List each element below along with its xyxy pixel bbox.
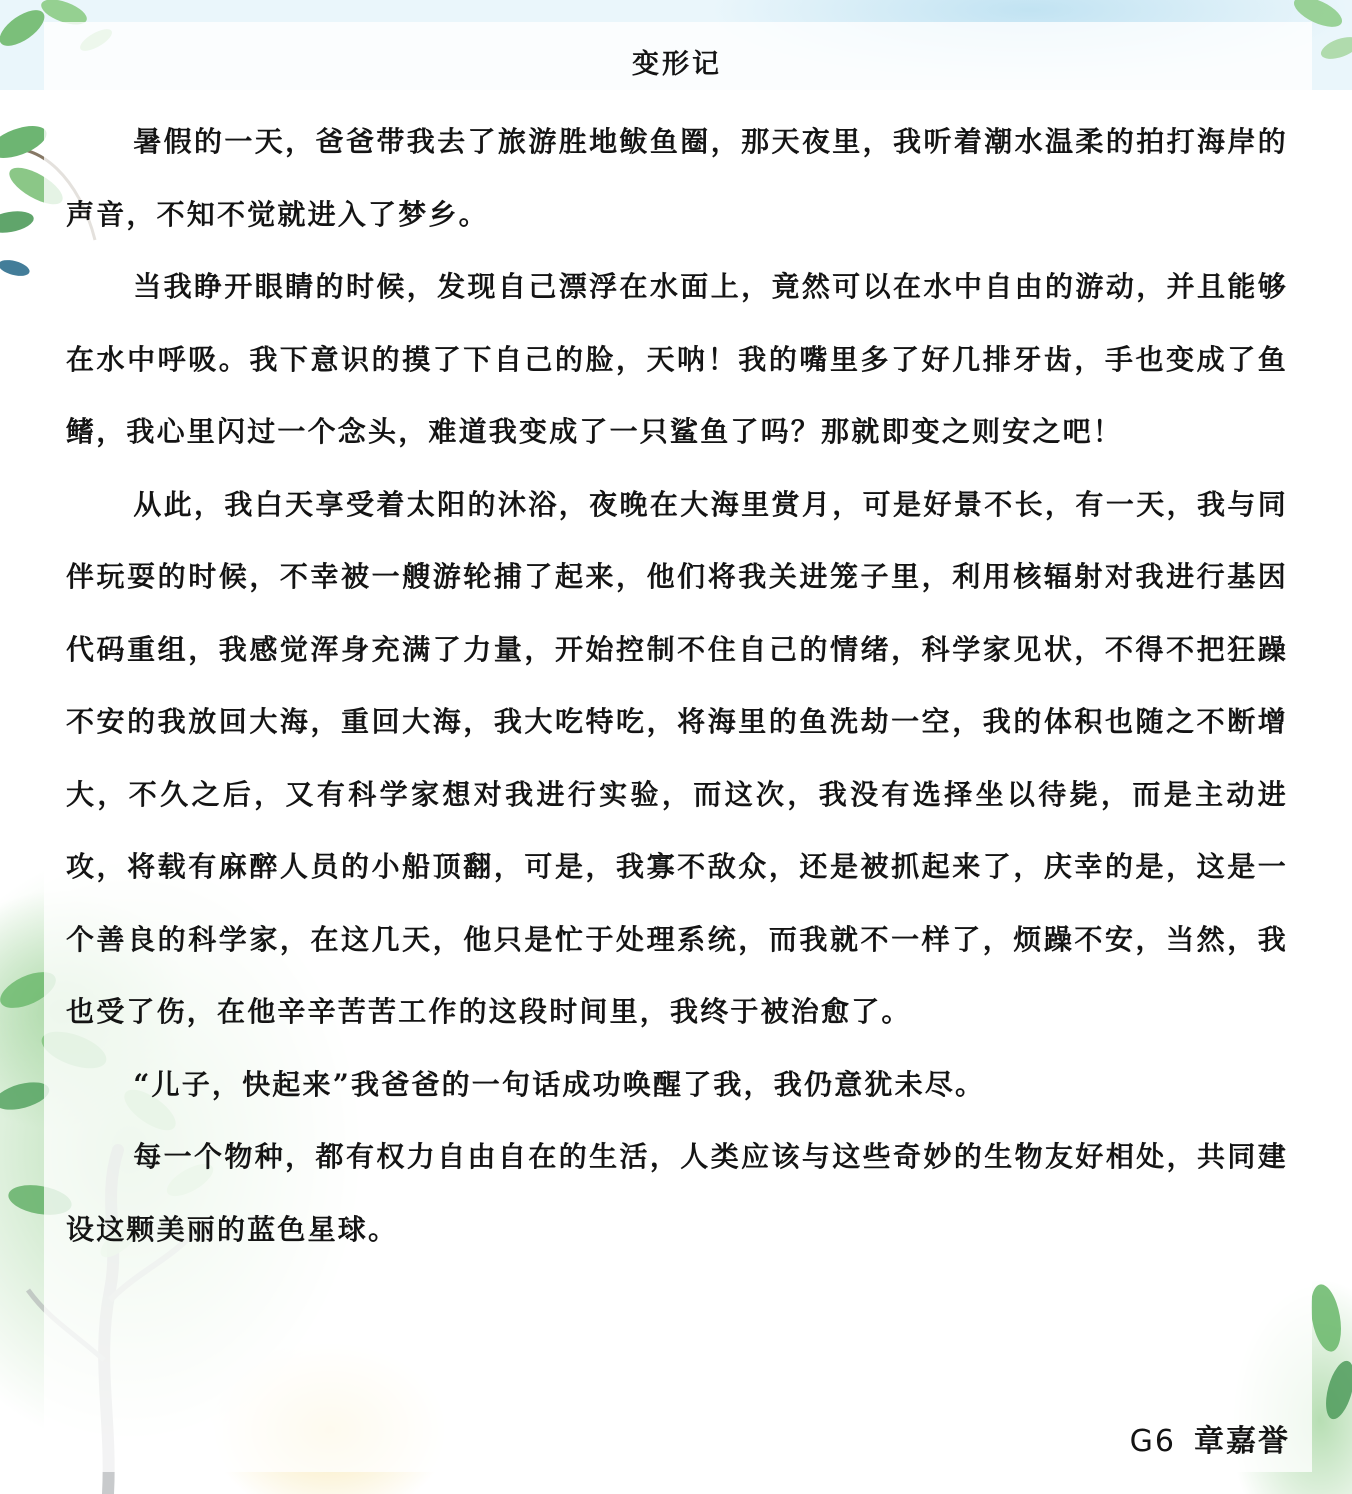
essay xyxy=(66,40,1288,1266)
author-grade: G6 xyxy=(1129,1424,1176,1459)
essay-title: 变形记 xyxy=(632,49,722,80)
author-name: 章嘉誉 xyxy=(1194,1424,1290,1459)
author-signature xyxy=(1130,1416,1290,1460)
paragraph-3: 从此，我白天享受着太阳的沐浴，夜晚在大海里赏月，可是好景不长，有一天，我与同伴玩耍的时候，不幸被一艘游轮捕了起来，他们将我关进笼子里，利用核辐射对我进行基因代码重组，我感觉浑身充满了力量，开始控制不住自己的情绪，科学家见状，不得不把狂躁不安的我放回大海，重回大海，我大吃特吃，将海里的鱼洗劫一空，我的体积也随之不断增大，不久之后，又有科学家想对我进行实验，而这次，我没有选择坐以待毙，而是主动进攻，将载有麻醉人员的小船顶翻，可是，我寡不敌众，还是被抓起来了，庆幸的是，这是一个善良的科学家，在这几天，他只是忙于处理系统，而我就不一样了，烦躁不安，当然，我也受了伤，在他辛辛苦苦工作的这段时间里，我终于被治愈了。 xyxy=(66,487,1288,1028)
paragraph-2: 当我睁开眼睛的时候，发现自己漂浮在水面上，竟然可以在水中自由的游动，并且能够在水中呼吸。我下意识的摸了下自己的脸，天呐！我的嘴里多了好几排牙齿，手也变成了鱼鳍，我心里闪过一个念头，难道我变成了一只鲨鱼了吗？那就即变之则安之吧！ xyxy=(66,270,1288,448)
paragraph-5: 每一个物种，都有权力自由自在的生活，人类应该与这些奇妙的生物友好相处，共同建设这颗美丽的蓝色星球。 xyxy=(66,1140,1288,1246)
paragraph-1: 暑假的一天，爸爸带我去了旅游胜地鲅鱼圈，那天夜里，我听着潮水温柔的拍打海岸的声音，不知不觉就进入了梦乡。 xyxy=(66,125,1288,231)
paragraph-4: “儿子，快起来”我爸爸的一句话成功唤醒了我，我仍意犹未尽。 xyxy=(133,1067,986,1101)
